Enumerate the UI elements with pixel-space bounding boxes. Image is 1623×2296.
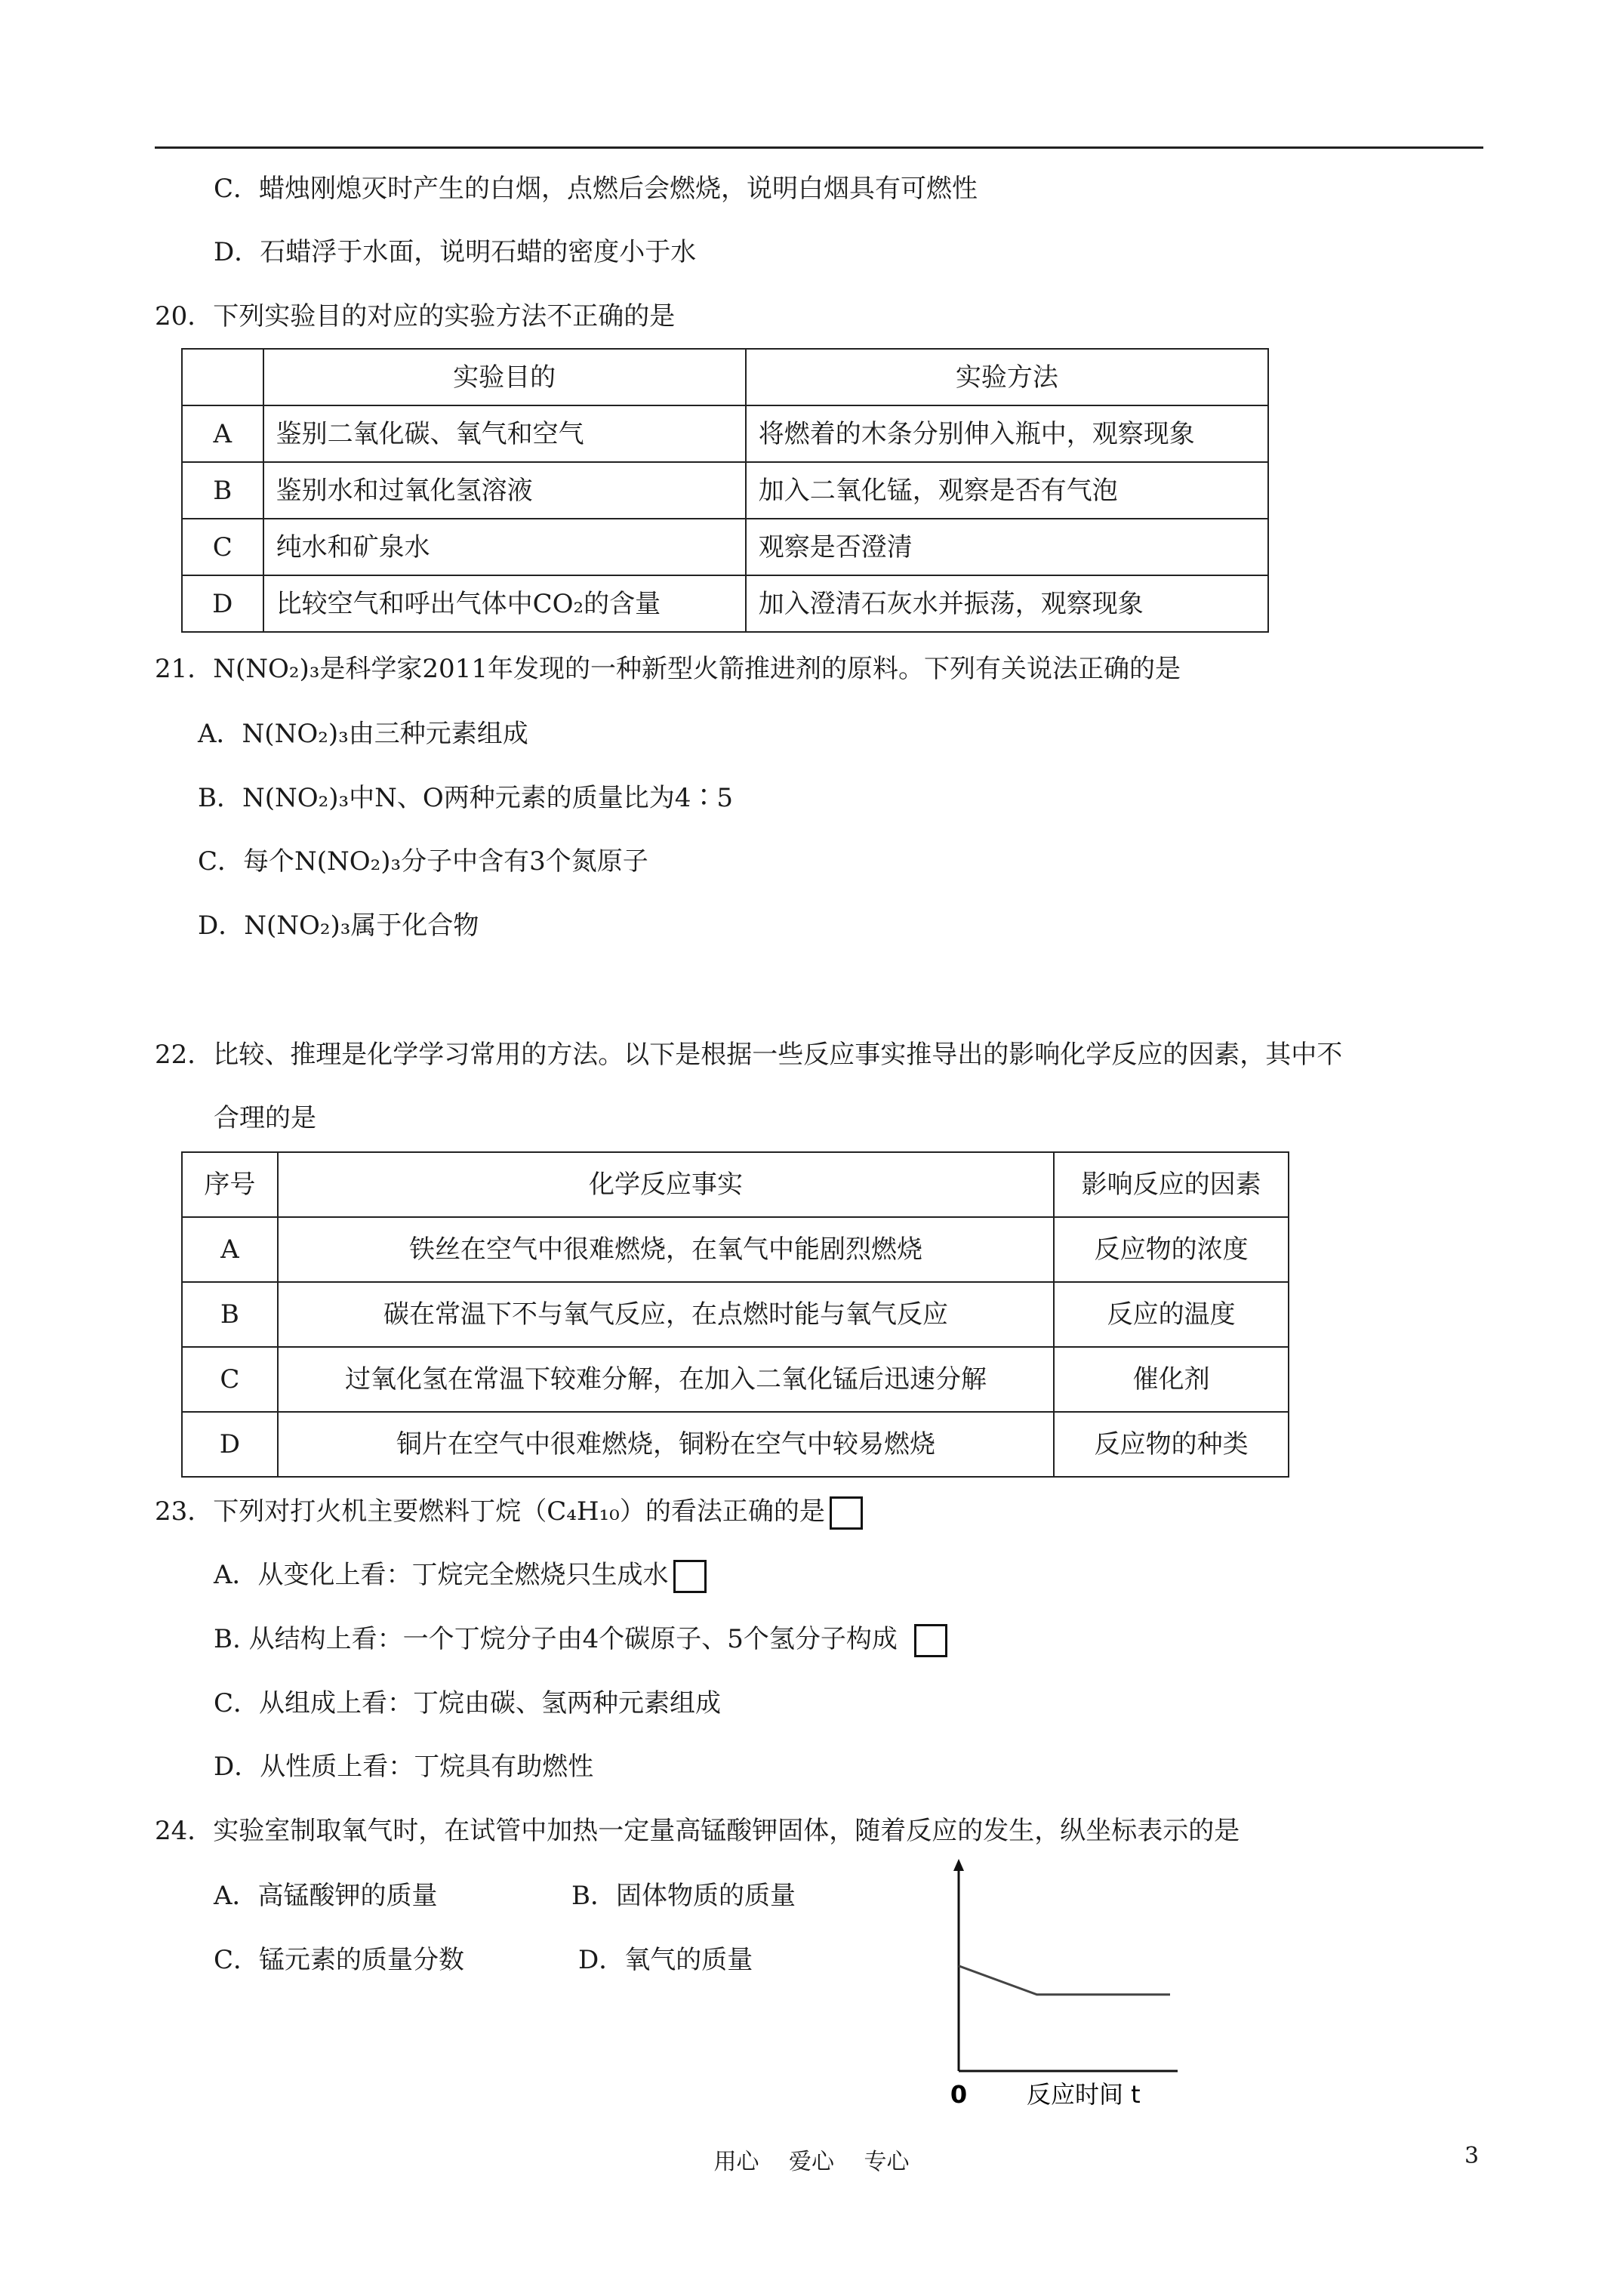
q24-option-d: D．氧气的质量 [578,1945,753,1975]
q24-option-b: B．固体物质的质量 [571,1881,796,1911]
q20-label: A [182,405,263,462]
q21-option-d: D．N(NO₂)₃属于化合物 [198,911,479,941]
table-row [182,1282,1289,1347]
q22-stem-line1: 22．比较、推理是化学学习常用的方法。以下是根据一些反应事实推导出的影响化学反应的因素，其中不 [155,1040,1343,1070]
q22-label: B [182,1282,278,1347]
q20-method: 观察是否澄清 [746,519,1268,575]
table-row [182,519,1268,575]
q23-option-b: B. 从结构上看：一个丁烷分子由4个碳原子、5个氢分子构成 [214,1624,898,1654]
q23-option-c: C．从组成上看：丁烷由碳、氢两种元素组成 [214,1688,722,1718]
q22-stem-line2: 合理的是 [214,1103,316,1133]
q20-label: D [182,575,263,632]
q20-header-cell: 实验目的 [263,349,746,405]
q22-label: A [182,1217,278,1282]
answer-box[interactable] [830,1496,863,1530]
q20-header-cell: 实验方法 [746,349,1268,405]
q20-purpose: 比较空气和呼出气体中CO₂的含量 [263,575,746,632]
q20-method: 加入二氧化锰，观察是否有气泡 [746,462,1268,519]
q22-label: D [182,1412,278,1477]
q24-option-c: C．锰元素的质量分数 [214,1945,465,1975]
page-number: 3 [1464,2143,1480,2169]
q24-stem: 24．实验室制取氧气时，在试管中加热一定量高锰酸钾固体，随着反应的发生，纵坐标表示的是 [155,1816,1240,1846]
answer-box[interactable] [914,1624,947,1657]
q23-stem: 23．下列对打火机主要燃料丁烷（C₄H₁₀）的看法正确的是 [155,1496,825,1527]
q20-method: 加入澄清石灰水并振荡，观察现象 [746,575,1268,632]
q22-factor: 催化剂 [1054,1347,1289,1412]
y-axis-arrow [953,1859,964,1871]
header-rule [155,146,1483,149]
q19-option-d: D．石蜡浮于水面，说明石蜡的密度小于水 [214,237,697,267]
q20-header-row [182,349,1268,405]
q20-table [181,348,1269,633]
q22-fact: 铁丝在空气中很难燃烧，在氧气中能剧烈燃烧 [278,1217,1055,1282]
q23-option-a: A．从变化上看：丁烷完全燃烧只生成水 [214,1560,669,1590]
q22-factor: 反应物的种类 [1054,1412,1289,1477]
table-row [182,1412,1289,1477]
origin-label: 0 [950,2080,968,2106]
q22-fact: 碳在常温下不与氧气反应，在点燃时能与氧气反应 [278,1282,1055,1347]
q21-option-c: C．每个N(NO₂)₃分子中含有3个氮原子 [198,846,648,877]
q21-option-b: B．N(NO₂)₃中N、O两种元素的质量比为4∶5 [198,783,734,813]
q22-factor: 反应物的浓度 [1054,1217,1289,1282]
q22-factor: 反应的温度 [1054,1282,1289,1347]
page-footer: 用心 爱心 专心 [713,2149,910,2175]
q20-header-cell [182,349,263,405]
q20-purpose: 鉴别水和过氧化氢溶液 [263,462,746,519]
table-row [182,1347,1289,1412]
q21-option-a: A．N(NO₂)₃由三种元素组成 [198,719,528,749]
q22-fact: 铜片在空气中很难燃烧，铜粉在空气中较易燃烧 [278,1412,1055,1477]
q22-table [181,1151,1289,1478]
q23-option-b-line [214,1623,947,1657]
q22-header-cell: 化学反应事实 [278,1152,1055,1217]
q24-graph [936,1857,1223,2106]
q19-option-c: C．蜡烛刚熄灭时产生的白烟，点燃后会燃烧，说明白烟具有可燃性 [214,174,978,204]
q20-purpose: 纯水和矿泉水 [263,519,746,575]
answer-box[interactable] [673,1560,707,1593]
q23-option-a-line [214,1558,707,1593]
q23-option-d: D．从性质上看：丁烷具有助燃性 [214,1752,594,1782]
x-axis-label: 反应时间 t [1027,2080,1141,2106]
table-row [182,462,1268,519]
q20-label: C [182,519,263,575]
q22-fact: 过氧化氢在常温下较难分解，在加入二氧化锰后迅速分解 [278,1347,1055,1412]
table-row [182,575,1268,632]
table-row [182,1217,1289,1282]
table-row [182,405,1268,462]
q20-label: B [182,462,263,519]
q22-header-cell: 影响反应的因素 [1054,1152,1289,1217]
q22-header-cell: 序号 [182,1152,278,1217]
q20-method: 将燃着的木条分别伸入瓶中，观察现象 [746,405,1268,462]
q21-stem: 21．N(NO₂)₃是科学家2011年发现的一种新型火箭推进剂的原料。下列有关说法正确的是 [155,654,1181,684]
q20-purpose: 鉴别二氧化碳、氧气和空气 [263,405,746,462]
q22-label: C [182,1347,278,1412]
series-line [959,1966,1170,1995]
q20-stem: 20．下列实验目的对应的实验方法不正确的是 [155,301,676,331]
q24-option-a: A．高锰酸钾的质量 [214,1881,438,1911]
q22-header-row [182,1152,1289,1217]
q23-stem-line [155,1495,863,1530]
